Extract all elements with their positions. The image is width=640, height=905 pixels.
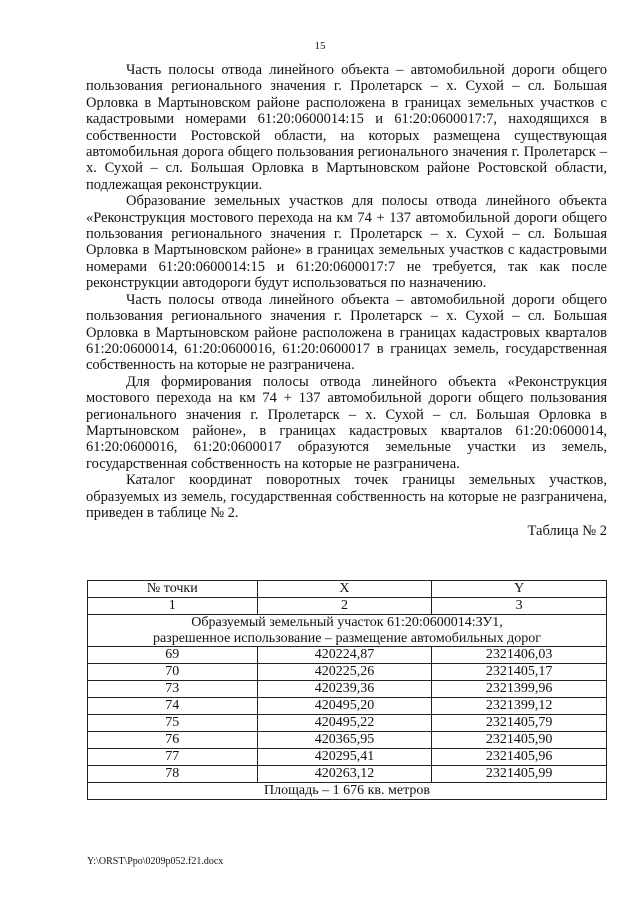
table-header-row [88,581,607,598]
paragraph-5: Каталог координат поворотных точек границы земельных участков, образуемых из земель, государственная собственность на которые не разграничена, приведен в таблице № 2. [86,472,607,521]
x-coordinate-cell: 420365,95 [257,732,432,749]
document-body [86,62,607,540]
header-point: № точки [88,581,258,598]
table-row [88,698,607,715]
y-coordinate-cell: 2321399,12 [432,698,607,715]
group-header-row [88,615,607,647]
y-coordinate-cell: 2321405,99 [432,766,607,783]
footer-file-path: Y:\ORST\Ppo\0209p052.f21.docx [87,856,224,867]
paragraph-1: Часть полосы отвода линейного объекта – автомобильной дороги общего пользования регионального значения г. Пролетарск – х. Сухой – сл. Большая Орловка в Мартыновском районе расположена в границах земельных участков с кадастровыми номерами 61:20:0600014:15 и 61:20:0600017:7, находящихся в собственности Ростовской области, на которых размещена существующая автомобильная дорога общего пользования регионального значения г. Пролетарск – х. Сухой – сл. Большая Орловка в Мартыновском районе Ростовской области, подлежащая реконструкции. [86,62,607,193]
paragraph-3: Часть полосы отвода линейного объекта – автомобильной дороги общего пользования регионального значения г. Пролетарск – х. Сухой – сл. Большая Орловка в Мартыновском районе расположена в границах кадастровых кварталов 61:20:0600014, 61:20:0600016, 61:20:0600017 в границах земель, государственная собственность на которые не разграничена. [86,291,607,374]
table-row [88,766,607,783]
table-row [88,681,607,698]
table-row [88,715,607,732]
point-number-cell: 78 [88,766,258,783]
y-coordinate-cell: 2321405,90 [432,732,607,749]
y-coordinate-cell: 2321399,96 [432,681,607,698]
table-row [88,647,607,664]
y-coordinate-cell: 2321405,17 [432,664,607,681]
point-number-cell: 76 [88,732,258,749]
header-y: Y [432,581,607,598]
column-number: 2 [257,598,432,615]
paragraph-4: Для формирования полосы отвода линейного объекта «Реконструкция мостового перехода на км 74 + 137 автомобильной дороги общего пользования регионального значения г. Пролетарск – х. Сухой – сл. Большая Орловка в Мартыновском районе», в границах кадастровых кварталов 61:20:0600014, 61:20:0600016, 61:20:0600017 образуются земельные участки из земель, государственная собственность на которые не разграничена. [86,373,607,472]
y-coordinate-cell: 2321406,03 [432,647,607,664]
coordinates-table [87,580,607,800]
y-coordinate-cell: 2321405,96 [432,749,607,766]
column-number: 3 [432,598,607,615]
point-number-cell: 73 [88,681,258,698]
group-header-line-1: Образуемый земельный участок 61:20:0600014:ЗУ1, [191,615,503,630]
column-number: 1 [88,598,258,615]
table-row [88,664,607,681]
header-x: X [257,581,432,598]
table-caption: Таблица № 2 [527,523,607,540]
x-coordinate-cell: 420295,41 [257,749,432,766]
group-header-cell [88,615,607,647]
point-number-cell: 69 [88,647,258,664]
x-coordinate-cell: 420495,22 [257,715,432,732]
page-number: 15 [314,40,326,52]
x-coordinate-cell: 420239,36 [257,681,432,698]
x-coordinate-cell: 420224,87 [257,647,432,664]
group-header-line-2: разрешенное использование – размещение автомобильных дорог [152,630,542,646]
x-coordinate-cell: 420225,26 [257,664,432,681]
y-coordinate-cell: 2321405,79 [432,715,607,732]
table-row [88,732,607,749]
column-number-row [88,598,607,615]
x-coordinate-cell: 420495,20 [257,698,432,715]
point-number-cell: 77 [88,749,258,766]
x-coordinate-cell: 420263,12 [257,766,432,783]
table-row [88,749,607,766]
area-cell: Площадь – 1 676 кв. метров [88,783,607,800]
paragraph-2: Образование земельных участков для полосы отвода линейного объекта «Реконструкция мостового перехода на км 74 + 137 автомобильной дороги общего пользования регионального значения г. Пролетарск – х. Сухой – сл. Большая Орловка в Мартыновском районе» в границах земельных участков с кадастровыми номерами 61:20:0600014:15 и 61:20:0600017:7 не требуется, так как после реконструкции автодороги будут использоваться по назначению. [86,193,607,292]
point-number-cell: 75 [88,715,258,732]
point-number-cell: 70 [88,664,258,681]
area-row [88,783,607,800]
point-number-cell: 74 [88,698,258,715]
